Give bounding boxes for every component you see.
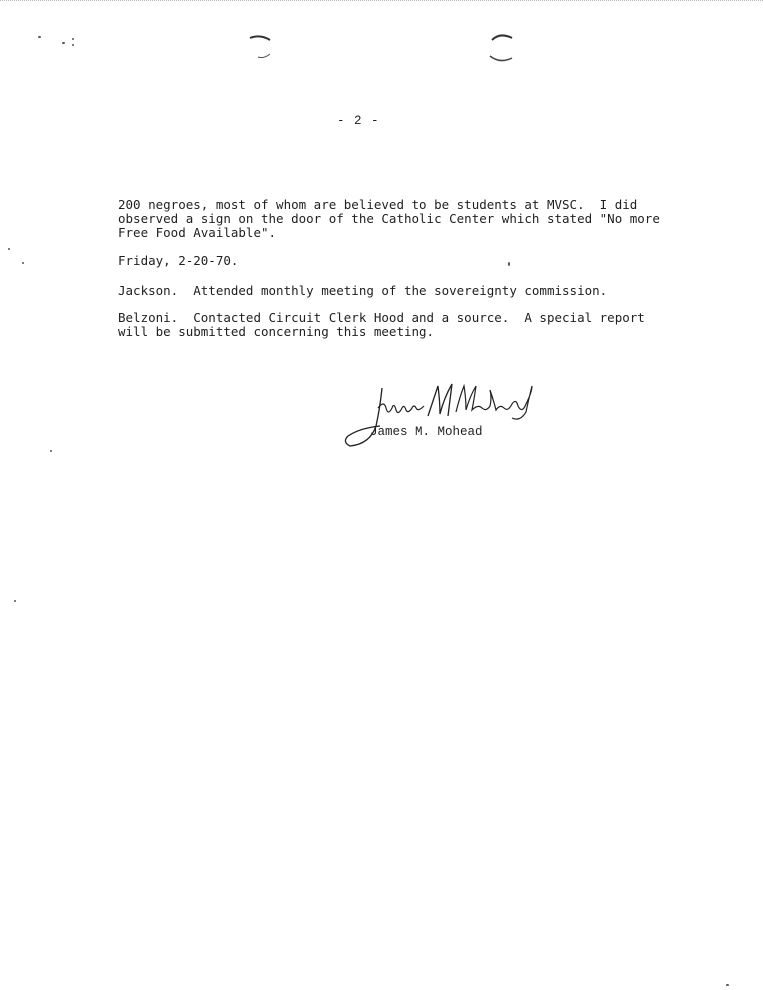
paragraph-jackson: Jackson. Attended monthly meeting of the sovereignty commission. <box>118 283 608 298</box>
scan-speck <box>38 36 41 38</box>
paragraph-belzoni: Belzoni. Contacted Circuit Clerk Hood and a source. A special report will be submitted concerning this meeting. <box>118 310 645 339</box>
scan-speck <box>8 248 10 250</box>
scan-mark-left <box>248 32 278 66</box>
paragraph-date: Friday, 2-20-70. <box>118 253 239 268</box>
scan-mark-right <box>488 30 518 68</box>
paragraph-students: 200 negroes, most of whom are believed to be students at MVSC. I did observed a sign on the door of the Catholic Center which stated "No more Free Food Available". <box>118 197 660 240</box>
scan-speck <box>50 450 52 452</box>
scan-speck <box>726 984 729 986</box>
scan-speck <box>14 600 16 602</box>
page-number: - 2 - <box>337 114 380 128</box>
scan-speck <box>72 38 74 40</box>
scan-speck <box>22 262 24 264</box>
scan-speck <box>62 42 65 44</box>
typed-signer-name: James M. Mohead <box>370 425 483 439</box>
top-border <box>0 0 763 3</box>
scan-speck <box>72 44 74 46</box>
handwritten-signature <box>340 378 540 453</box>
